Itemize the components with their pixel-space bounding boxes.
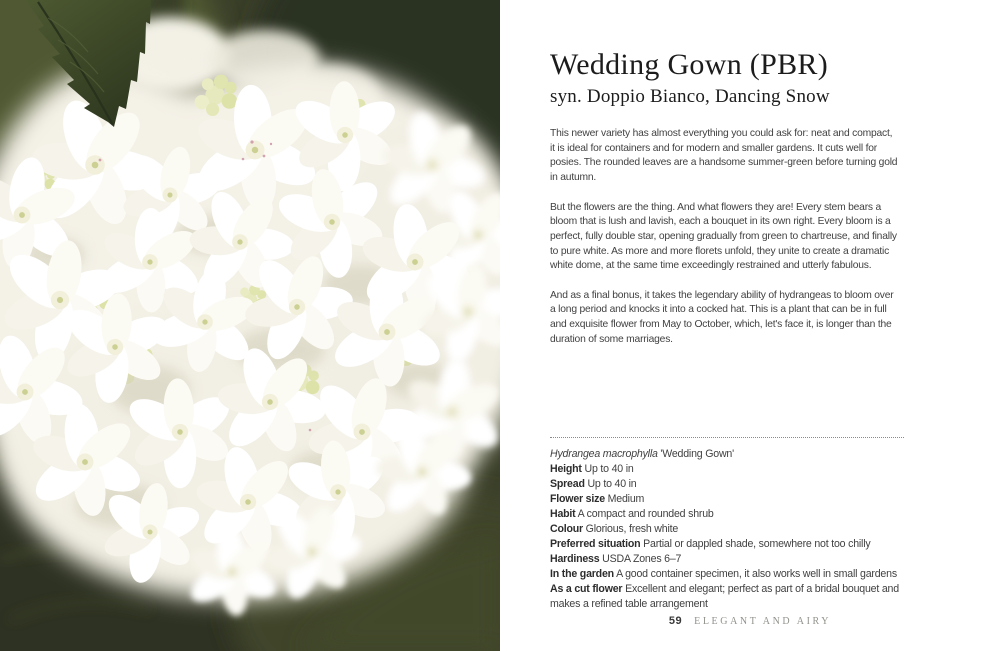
detail-row: Spread Up to 40 in xyxy=(550,478,637,490)
detail-row: Preferred situation Partial or dappled shade, somewhere not too chilly xyxy=(550,538,871,550)
paragraph: But the flowers are the thing. And what flowers they are! Every stem bears a bloom that is lush and lavish, each a bouquet in its own right. Every bloom is a perfect, fully double star, opening gradually from green to chartreuse, and finally to pure white. As more and more florets unfold, they unite to create a dramatic white dome, at the same time exceedingly restrained and utterly fabulous. xyxy=(550,201,897,272)
page-number: 59 xyxy=(668,615,683,627)
detail-row: Colour Glorious, fresh white xyxy=(550,523,679,535)
page-title: Wedding Gown (PBR) xyxy=(550,48,828,81)
paragraph: And as a final bonus, it takes the legendary ability of hydrangeas to bloom over a long period and knocks it into a cocked hat. This is a plant that can be in full and exquisite flower from May to October, which, let's face it, is longer than the duration of some marriages. xyxy=(550,289,894,345)
species-name: Hydrangea macrophylla xyxy=(550,448,658,460)
detail-row: In the garden A good container specimen, it also works well in small gardens xyxy=(550,568,897,580)
detail-row: Flower size Medium xyxy=(550,493,645,505)
detail-row: Height Up to 40 in xyxy=(550,463,634,475)
cultivar-name: 'Wedding Gown' xyxy=(657,448,734,460)
species-line xyxy=(550,447,904,462)
plant-details xyxy=(550,437,904,612)
page-subtitle: syn. Doppio Bianco, Dancing Snow xyxy=(550,86,830,107)
detail-row: Habit A compact and rounded shrub xyxy=(550,508,714,520)
detail-row: As a cut flower Excellent and elegant; perfect as part of a bridal bouquet and makes a refined table arrangement xyxy=(550,583,899,610)
page-footer xyxy=(500,611,1000,629)
section-title: ELEGANT AND AIRY xyxy=(694,616,832,627)
detail-row: Hardiness USDA Zones 6–7 xyxy=(550,553,682,565)
text-page xyxy=(500,0,1000,651)
body-text xyxy=(550,127,898,362)
title-block xyxy=(550,48,950,108)
paragraph: This newer variety has almost everything you could ask for: neat and compact, it is ideal for containers and for modern and smaller gardens. It cuts well for posies. The rounded leaves are a handsome summer-green before turning gold in autumn. xyxy=(550,128,898,184)
